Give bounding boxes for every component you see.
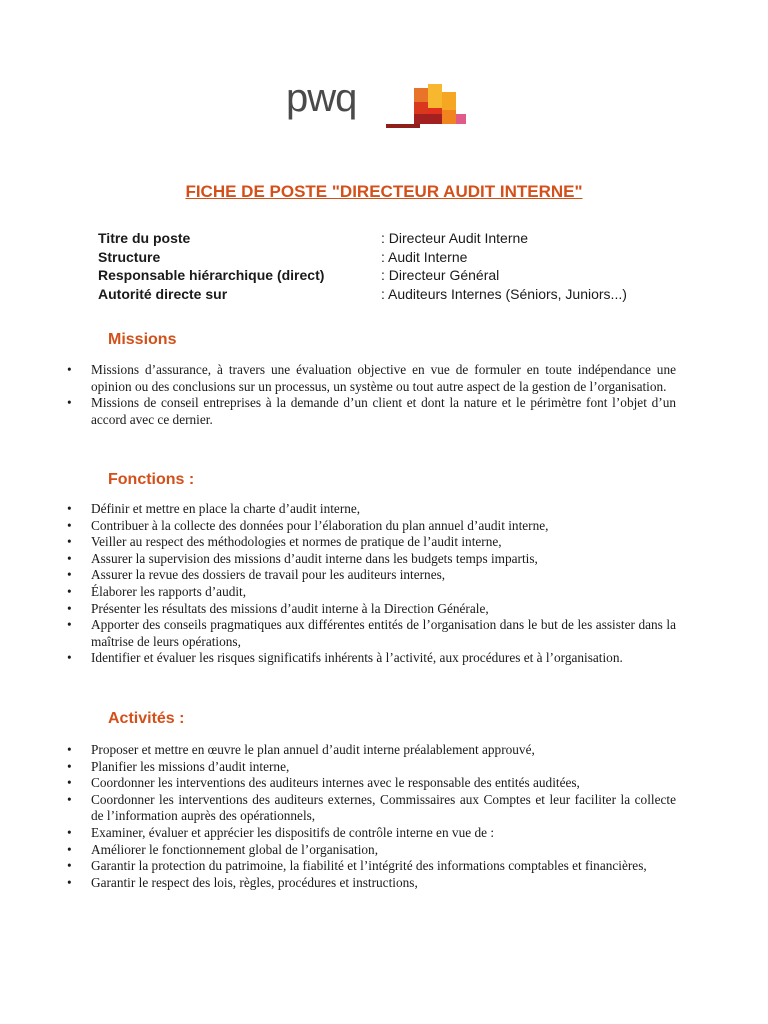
info-row [98,248,698,267]
list-item: • Contribuer à la collecte des données pour l’élaboration du plan annuel d’audit interne, [64,518,676,535]
list-item: • Assurer la supervision des missions d’audit interne dans les budgets temps impartis, [64,551,676,568]
activites-heading: Activités : [108,710,185,727]
list-item: • Planifier les missions d’audit interne, [64,759,676,776]
info-value: : Auditeurs Internes (Séniors, Juniors...) [381,285,627,302]
fonctions-heading: Fonctions : [108,471,195,488]
fonctions-list [64,501,676,667]
list-item: • Garantir le respect des lois, règles, procédures et instructions, [64,875,676,892]
info-label: Titre du poste [98,230,191,246]
list-item: • Assurer la revue des dossiers de travail pour les auditeurs internes, [64,567,676,584]
list-item: • Apporter des conseils pragmatiques aux différentes entités de l’organisation dans le but de les assister dans la maîtrise de leurs opérations, [64,617,676,650]
info-row [98,285,698,304]
list-item: • Missions d’assurance, à travers une évaluation objective en vue de formuler en toute indépendance une opinion ou des conclusions sur un processus, un système ou tout autre aspect de la gestion de l’organisation. [64,362,676,395]
list-item: • Coordonner les interventions des auditeurs externes, Commissaires aux Comptes et leur faciliter la collecte de l’information auprès des opérationnels, [64,792,676,825]
document-title: FICHE DE POSTE "DIRECTEUR AUDIT INTERNE" [185,182,583,201]
logo-text: pwq [286,76,357,120]
list-item: • Améliorer le fonctionnement global de l’organisation, [64,842,676,859]
list-item: • Définir et mettre en place la charte d’audit interne, [64,501,676,518]
job-info-block [98,229,698,303]
list-item: • Examiner, évaluer et apprécier les dispositifs de contrôle interne en vue de : [64,825,676,842]
logo-underline [386,124,420,128]
info-row [98,266,698,285]
missions-list [64,362,676,428]
info-row [98,229,698,248]
info-value: : Directeur Général [381,267,500,283]
info-label: Structure [98,248,161,265]
list-item: • Élaborer les rapports d’audit, [64,584,676,601]
logo-mark-icon [414,84,474,130]
info-label: Autorité directe sur [98,285,228,302]
company-logo [286,76,486,130]
info-value: : Audit Interne [381,248,468,265]
list-item: • Garantir la protection du patrimoine, la fiabilité et l’intégrité des informations comptables et financières, [64,858,676,875]
list-item: • Présenter les résultats des missions d’audit interne à la Direction Générale, [64,601,676,618]
activites-list [64,742,676,891]
missions-heading: Missions [108,331,177,348]
list-item: • Coordonner les interventions des auditeurs internes avec le responsable des entités auditées, [64,775,676,792]
info-value: : Directeur Audit Interne [381,230,529,246]
list-item: • Proposer et mettre en œuvre le plan annuel d’audit interne préalablement approuvé, [64,742,676,759]
info-label: Responsable hiérarchique (direct) [98,267,325,283]
list-item: • Identifier et évaluer les risques significatifs inhérents à l’activité, aux procédures et à l’organisation. [64,650,676,667]
list-item: • Missions de conseil entreprises à la demande d’un client et dont la nature et le périmètre font l’objet d’un accord avec ce dernier. [64,395,676,428]
list-item: • Veiller au respect des méthodologies et normes de pratique de l’audit interne, [64,534,676,551]
